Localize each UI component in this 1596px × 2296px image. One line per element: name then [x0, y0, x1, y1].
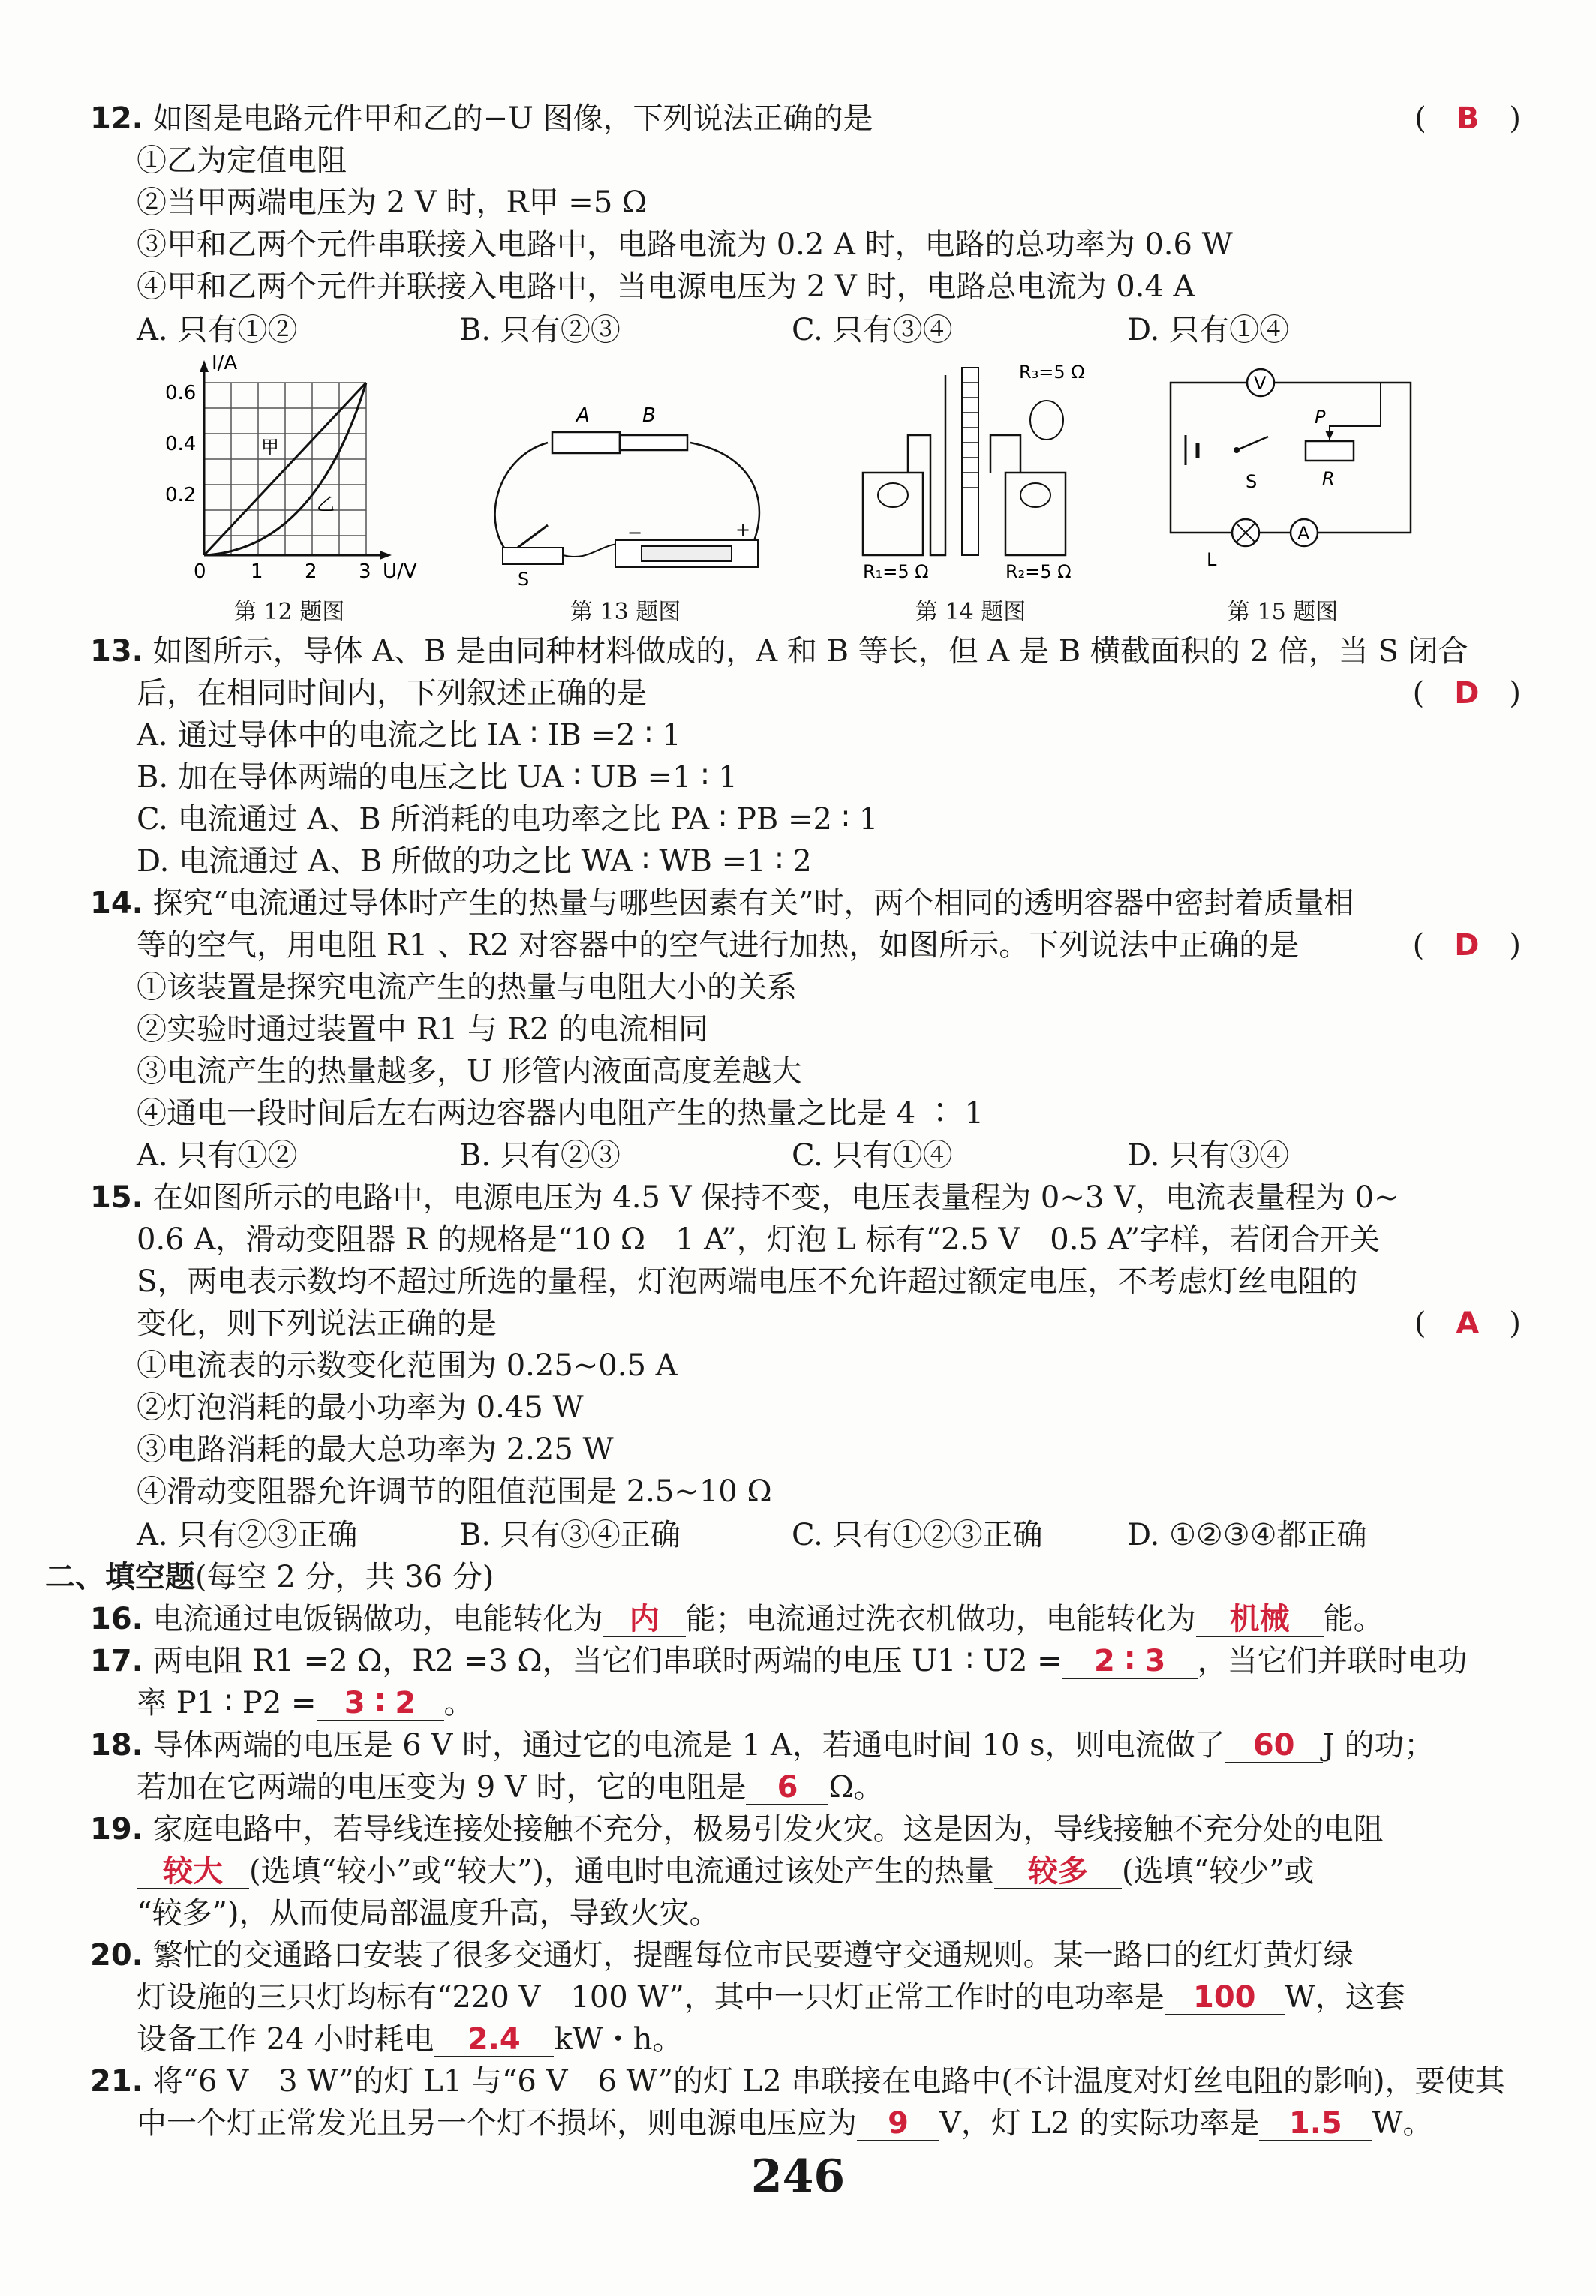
question-14-stem: [90, 882, 1516, 924]
question-number: 16.: [90, 1602, 143, 1636]
figure-14-apparatus: [833, 353, 1111, 585]
question-18-cont: [137, 1766, 884, 1808]
question-number: 15.: [90, 1180, 143, 1215]
page-number: 246: [750, 2150, 846, 2203]
answer-14: D: [1454, 928, 1480, 963]
statement: ③电路消耗的最大总功率为 2.25 W: [137, 1432, 614, 1467]
label-r: R: [1322, 468, 1335, 489]
question-text: Ω。: [828, 1770, 884, 1805]
fill-blank-answer: 较大: [137, 1855, 249, 1889]
tick-label: 2: [305, 560, 317, 583]
question-text: 将“6 V 3 W”的灯 L1 与“6 V 6 W”的灯 L2 串联接在电路中(不计温度对灯丝电阻的影响)，要使其: [152, 2064, 1505, 2099]
label-r1: R₁=5 Ω: [863, 561, 929, 582]
u-tube-scale: [962, 368, 978, 555]
statement: ①该装置是探究电流产生的热量与电阻大小的关系: [137, 970, 797, 1005]
option-b: B. 加在导体两端的电压之比 UA ∶ UB =1 ∶ 1: [137, 760, 738, 795]
question-20-cont: [137, 2018, 682, 2060]
question-text: 若加在它两端的电压变为 9 V 时，它的电阻是: [137, 1770, 747, 1805]
answer-12: B: [1456, 101, 1480, 136]
statement: ①电流表的示数变化范围为 0.25~0.5 A: [137, 1348, 678, 1383]
fill-blank-answer: 较多: [994, 1855, 1122, 1889]
option-a: A. 只有①②: [137, 1138, 298, 1173]
question-20: [90, 1934, 1516, 1976]
statement: ④甲和乙两个元件并联接入电路中，当电源电压为 2 V 时，电路总电流为 0.4 A: [137, 269, 1195, 304]
question-number: 19.: [90, 1812, 143, 1847]
label-v: V: [1254, 373, 1267, 394]
question-text: 后，在相同时间内，下列叙述正确的是: [137, 676, 647, 711]
question-text: kW・h。: [554, 2022, 683, 2057]
rheostat-r: [1306, 441, 1354, 461]
fill-blank-answer: 机械: [1196, 1603, 1324, 1637]
resistor-r3: [1030, 401, 1063, 440]
axis-label-x: U/V: [383, 560, 417, 583]
section-title: 二、填空题: [45, 1560, 195, 1594]
tick-label: 0.2: [165, 484, 197, 506]
option-d: D. 电流通过 A、B 所做的功之比 WA ∶ WB =1 ∶ 2: [137, 844, 812, 879]
option-a: A. 通过导体中的电流之比 IA ∶ IB =2 ∶ 1: [137, 718, 681, 753]
question-text: W，这套: [1284, 1980, 1405, 2015]
conductor-a: [552, 432, 620, 453]
answer-bracket-14: ( D ): [1412, 928, 1521, 963]
question-17: [90, 1640, 1516, 1682]
question-text: 能；电流通过洗衣机做功，电能转化为: [685, 1602, 1196, 1636]
question-text: (选填“较少”或: [1122, 1854, 1315, 1889]
option-a: A. 只有②③正确: [137, 1518, 358, 1552]
option-b: B. 只有②③: [459, 1138, 621, 1173]
fill-blank-answer: 6: [746, 1771, 828, 1805]
container-right: [1005, 473, 1066, 555]
figure-caption: 第 14 题图: [915, 599, 1026, 625]
question-15-stem: [90, 1177, 1516, 1219]
figure-caption: 第 15 题图: [1228, 599, 1339, 625]
answer-13: D: [1454, 676, 1480, 711]
fill-blank-answer: 内: [603, 1603, 686, 1637]
tick-label: 1: [251, 560, 263, 583]
label-b: B: [642, 404, 656, 427]
question-number: 21.: [90, 2064, 143, 2099]
question-number: 12.: [90, 101, 143, 136]
question-text: J 的功；: [1322, 1728, 1435, 1763]
fill-blank-answer: 3 ∶ 2: [317, 1687, 444, 1721]
question-text: 探究“电流通过导体时产生的热量与哪些因素有关”时，两个相同的透明容器中密封着质量相: [152, 886, 1354, 921]
question-text: 变化，则下列说法正确的是: [137, 1306, 497, 1341]
question-16: [90, 1598, 1516, 1640]
label-l: L: [1207, 549, 1217, 570]
statement: ③电流产生的热量越多，U 形管内液面高度差越大: [137, 1054, 802, 1089]
option-d: D. 只有③④: [1127, 1138, 1290, 1173]
question-text: 两电阻 R1 =2 Ω，R2 =3 Ω，当它们串联时两端的电压 U1 ∶ U2 =: [152, 1644, 1062, 1678]
fill-blank-answer: 60: [1225, 1729, 1323, 1763]
container-left: [863, 473, 923, 555]
statement: ②实验时通过装置中 R1 与 R2 的电流相同: [137, 1012, 708, 1047]
label-r2: R₂=5 Ω: [1005, 561, 1072, 582]
question-text: (选填“较小”或“较大”)，通电时电流通过该处产生的热量: [249, 1854, 995, 1889]
question-text: 导体两端的电压是 6 V 时，通过它的电流是 1 A，若通电时间 10 s，则电流做了: [152, 1728, 1225, 1763]
fill-blank-answer: 2 ∶ 3: [1062, 1645, 1198, 1679]
section-heading: [45, 1556, 494, 1598]
question-text: 。: [443, 1686, 474, 1720]
axis-label-y: I/A: [212, 353, 238, 374]
figure-13-circuit: [480, 390, 780, 593]
question-text: 等的空气，用电阻 R1 、R2 对容器中的空气进行加热，如图所示。下列说法中正确的是: [137, 928, 1300, 963]
option-b: B. 只有③④正确: [459, 1518, 681, 1552]
figure-15-circuit: [1156, 360, 1426, 585]
question-text: S，两电表示数均不超过所选的量程，灯泡两端电压不允许超过额定电压，不考虑灯丝电阻的: [137, 1264, 1358, 1299]
question-text: 率 P1 ∶ P2 =: [137, 1686, 317, 1720]
question-text: 能。: [1323, 1602, 1384, 1636]
statement: ①乙为定值电阻: [137, 143, 347, 178]
option-c: C. 电流通过 A、B 所消耗的电功率之比 PA ∶ PB =2 ∶ 1: [137, 802, 879, 837]
question-text: 在如图所示的电路中，电源电压为 4.5 V 保持不变，电压表量程为 0~3 V，电流表量程为 0~: [152, 1180, 1399, 1215]
tick-label: 3: [359, 560, 371, 583]
question-text: 家庭电路中，若导线连接处接触不充分，极易引发火灾。这是因为，导线接触不充分处的电阻: [152, 1812, 1384, 1847]
question-text: “较多”)，从而使局部温度升高，导致火灾。: [137, 1896, 720, 1931]
question-text: W。: [1372, 2106, 1433, 2141]
svg-text:−: −: [627, 522, 643, 543]
option-c: C. 只有①④: [792, 1138, 953, 1173]
tick-label: 0.4: [165, 433, 197, 455]
label-s: S: [1246, 471, 1258, 492]
question-19: [90, 1808, 1516, 1850]
question-13-stem: [90, 630, 1516, 672]
statement: ③甲和乙两个元件串联接入电路中，电路电流为 0.2 A 时，电路的总功率为 0.6 W: [137, 227, 1233, 262]
fill-blank-answer: 100: [1165, 1981, 1285, 2015]
answer-15: A: [1456, 1306, 1480, 1341]
question-text: 灯设施的三只灯均标有“220 V 100 W”，其中一只灯正常工作时的电功率是: [137, 1980, 1165, 2015]
fill-blank-answer: 1.5: [1259, 2107, 1372, 2141]
option-d: D. 只有①④: [1127, 313, 1290, 347]
question-text: 电流通过电饭锅做功，电能转化为: [152, 1602, 603, 1636]
option-a: A. 只有①②: [137, 313, 298, 347]
question-text: 设备工作 24 小时耗电: [137, 2022, 434, 2057]
figure-caption: 第 13 题图: [570, 599, 681, 625]
question-20-cont: [137, 1976, 1405, 2018]
question-text: 繁忙的交通路口安装了很多交通灯，提醒每位市民要遵守交通规则。某一路口的红灯黄灯绿: [152, 1938, 1354, 1973]
section-note: (每空 2 分，共 36 分): [195, 1560, 494, 1594]
option-c: C. 只有①②③正确: [792, 1518, 1043, 1552]
question-number: 17.: [90, 1644, 143, 1678]
answer-bracket-15: ( A ): [1414, 1306, 1521, 1341]
tick-label: 0.6: [165, 382, 197, 404]
question-number: 14.: [90, 886, 143, 921]
option-d: D. ①②③④都正确: [1127, 1518, 1367, 1552]
question-text: 0.6 A，滑动变阻器 R 的规格是“10 Ω 1 A”，灯泡 L 标有“2.5 V 0.5 A”字样，若闭合开关: [137, 1222, 1381, 1257]
question-12-stem: [90, 98, 1516, 140]
svg-text:+: +: [735, 519, 751, 540]
statement: ②当甲两端电压为 2 V 时，R甲 =5 Ω: [137, 185, 648, 220]
answer-bracket-12: ( B ): [1414, 101, 1521, 136]
question-text: 中一个灯正常发光且另一个灯不损坏，则电源电压应为: [137, 2106, 857, 2141]
statement: ④滑动变阻器允许调节的阻值范围是 2.5~10 Ω: [137, 1474, 772, 1509]
answer-bracket-13: ( D ): [1412, 676, 1521, 711]
figure-caption: 第 12 题图: [234, 599, 345, 625]
statement: ④通电一段时间后左右两边容器内电阻产生的热量之比是 4 ∶ 1: [137, 1096, 984, 1131]
question-19-cont: [137, 1850, 1315, 1892]
fill-blank-answer: 9: [857, 2107, 939, 2141]
label-a: A: [576, 404, 590, 427]
curve-label-jia: 甲: [261, 437, 279, 458]
question-17-cont: [137, 1682, 474, 1724]
fill-blank-answer: 2.4: [434, 2023, 554, 2057]
question-18: [90, 1724, 1516, 1766]
curve-label-yi: 乙: [317, 494, 335, 515]
label-p: P: [1315, 407, 1326, 428]
question-text: 如图是电路元件甲和乙的−U 图像，下列说法正确的是: [152, 101, 873, 136]
question-text: ，当它们并联时电功: [1197, 1644, 1468, 1678]
conductor-b: [620, 435, 687, 450]
switch-s: [503, 548, 563, 564]
label-r3: R₃=5 Ω: [1019, 362, 1085, 383]
label-s: S: [518, 569, 530, 590]
tick-label: 0: [194, 560, 206, 583]
question-21-cont: [137, 2102, 1432, 2144]
option-b: B. 只有②③: [459, 313, 621, 347]
question-number: 20.: [90, 1938, 143, 1973]
question-21: [90, 2060, 1516, 2102]
question-text: 如图所示，导体 A、B 是由同种材料做成的，A 和 B 等长，但 A 是 B 横截面积的 2 倍，当 S 闭合: [152, 634, 1468, 669]
question-text: V，灯 L2 的实际功率是: [939, 2106, 1260, 2141]
question-number: 13.: [90, 634, 143, 669]
label-a: A: [1297, 523, 1310, 544]
question-number: 18.: [90, 1728, 143, 1763]
figure-12-graph: [150, 353, 428, 585]
statement: ②灯泡消耗的最小功率为 0.45 W: [137, 1390, 584, 1425]
option-c: C. 只有③④: [792, 313, 953, 347]
